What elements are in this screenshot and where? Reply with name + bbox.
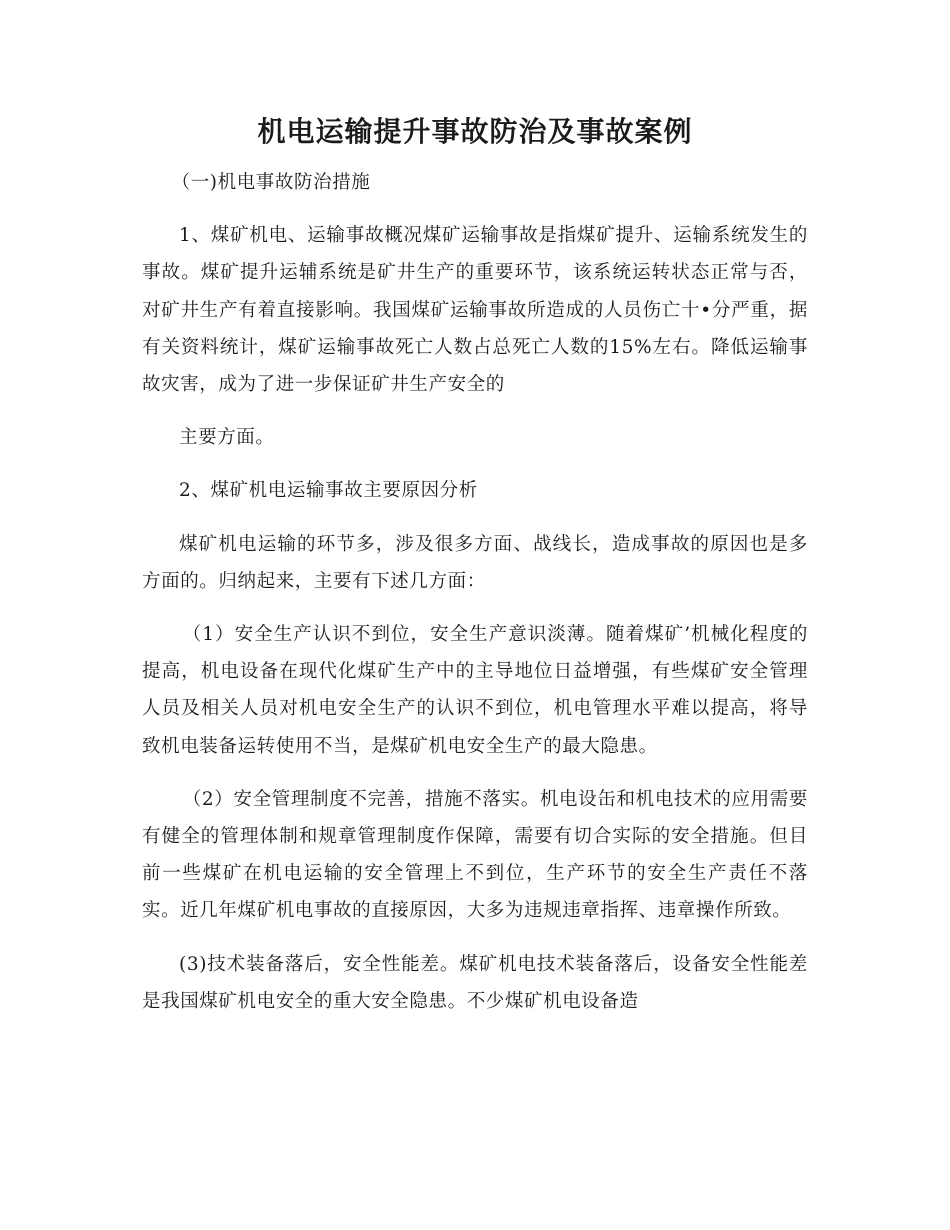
subheading: 2、煤矿机电运输事故主要原因分析: [179, 480, 478, 502]
paragraph: 煤矿机电运输的环节多，涉及很多方面、战线长，造成事故的原因也是多方面的。归纳起来，主要有下述几方面：: [142, 533, 808, 592]
paragraph: 主要方面。: [179, 427, 275, 449]
paragraph: 1、煤矿机电、运输事故概况煤矿运输事故是指煤矿提升、运输系统发生的事故。煤矿提升运辅系统是矿井生产的重要环节，该系统运转状态正常与否，对矿井生产有着直接影响。我国煤矿运输事故所造成的人员伤亡十•分严重，据有关资料统计，煤矿运输事故死亡人数占总死亡人数的15%左右。降低运输事故灾害，成为了进一步保证矿井生产安全的: [142, 225, 808, 396]
document-title: 机电运输提升事故防治及事故案例: [257, 115, 693, 148]
list-item: （2）安全管理制度不完善，措施不落实。机电设缶和机电技术的应用需要有健全的管理体制和规章管理制度作保障，需要有切合实际的安全措施。但目前一些煤矿在机电运输的安全管理上不到位，生产环节的安全生产责任不落实。近几年煤矿机电事故的直接原因，大多为违规违章指挥、违章操作所致。: [142, 788, 808, 922]
list-item: （1）安全生产认识不到位，安全生产意识淡薄。随着煤矿’机械化程度的提高，机电设备在现代化煤矿生产中的主导地位日益增强，有些煤矿安全管理人员及相关人员对机电安全生产的认识不到位，机电管理水平难以提高，将导致机电装备运转使用不当，是煤矿机电安全生产的最大隐患。: [142, 624, 808, 757]
section-heading: （一)机电事故防治措施: [171, 172, 371, 193]
list-item: (3)技术装备落后，安全性能差。煤矿机电技术装备落后，设备安全性能差是我国煤矿机电安全的重大安全隐患。不少煤矿机电设备造: [142, 953, 808, 1012]
document-body: [142, 164, 808, 1020]
